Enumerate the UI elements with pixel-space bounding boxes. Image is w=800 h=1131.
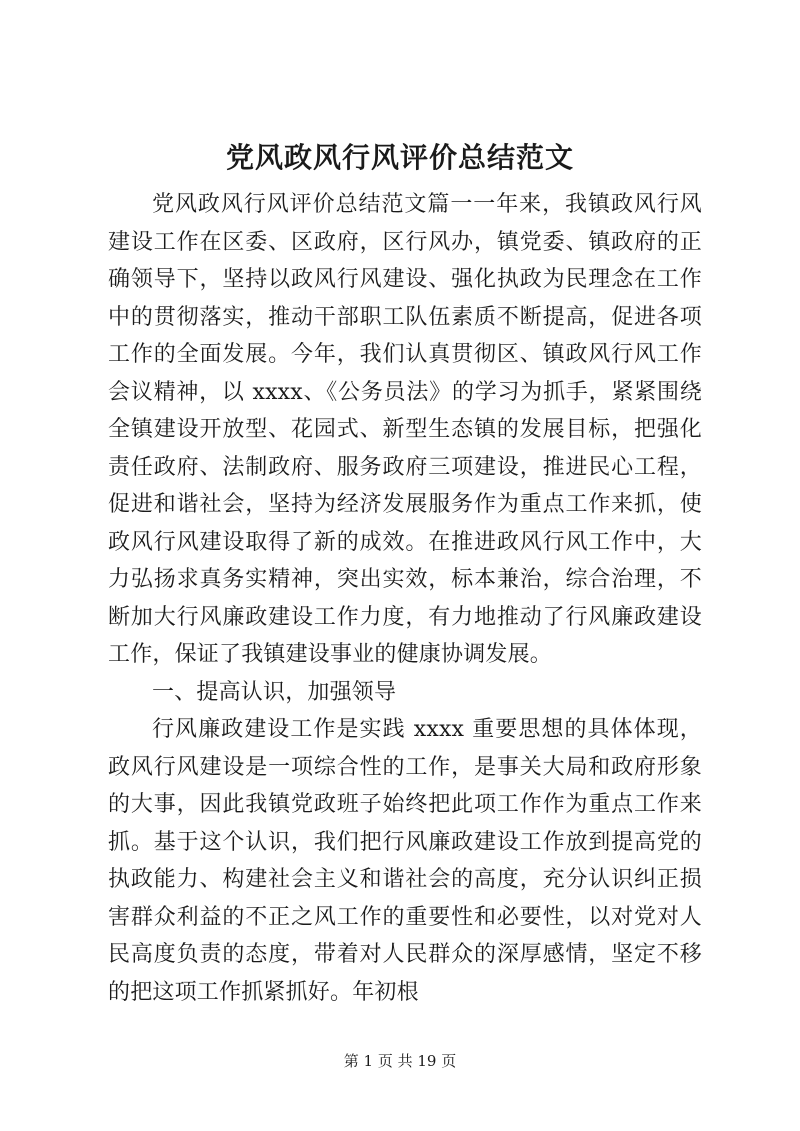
document-body <box>108 186 702 1011</box>
paragraph-intro: 党风政风行风评价总结范文篇一一年来，我镇政风行风建设工作在区委、区政府，区行风办，镇党委、镇政府的正确领导下，坚持以政风行风建设、强化执政为民理念在工作中的贯彻落实，推动干部职工队伍素质不断提高，促进各项工作的全面发展。今年，我们认真贯彻区、镇政风行风工作会议精神，以 xxxx、《公务员法》的学习为抓手，紧紧围绕全镇建设开放型、花园式、新型生态镇的发展目标，把强化责任政府、法制政府、服务政府三项建设，推进民心工程，促进和谐社会，坚持为经济发展服务作为重点工作来抓，使政风行风建设取得了新的成效。在推进政风行风工作中，大力弘扬求真务实精神，突出实效，标本兼治，综合治理，不断加大行风廉政建设工作力度，有力地推动了行风廉政建设工作，保证了我镇建设事业的健康协调发展。 <box>108 192 702 667</box>
page-number-footer: 第 1 页 共 19 页 <box>343 1052 457 1070</box>
section-heading: 一、提高认识，加强领导 <box>152 679 397 705</box>
document-title: 党风政风行风评价总结范文 <box>225 141 574 174</box>
paragraph-section-one: 行风廉政建设工作是实践 xxxx 重要思想的具体体现，政风行风建设是一项综合性的工作，是事关大局和政府形象的大事，因此我镇党政班子始终把此项工作作为重点工作来抓。基于这个认识，我们把行风廉政建设工作放到提高党的执政能力、构建社会主义和谐社会的高度，充分认识纠正损害群众利益的不正之风工作的重要性和必要性，以对党对人民高度负责的态度，带着对人民群众的深厚感情，坚定不移的把这项工作抓紧抓好。年初根 <box>108 717 702 1005</box>
